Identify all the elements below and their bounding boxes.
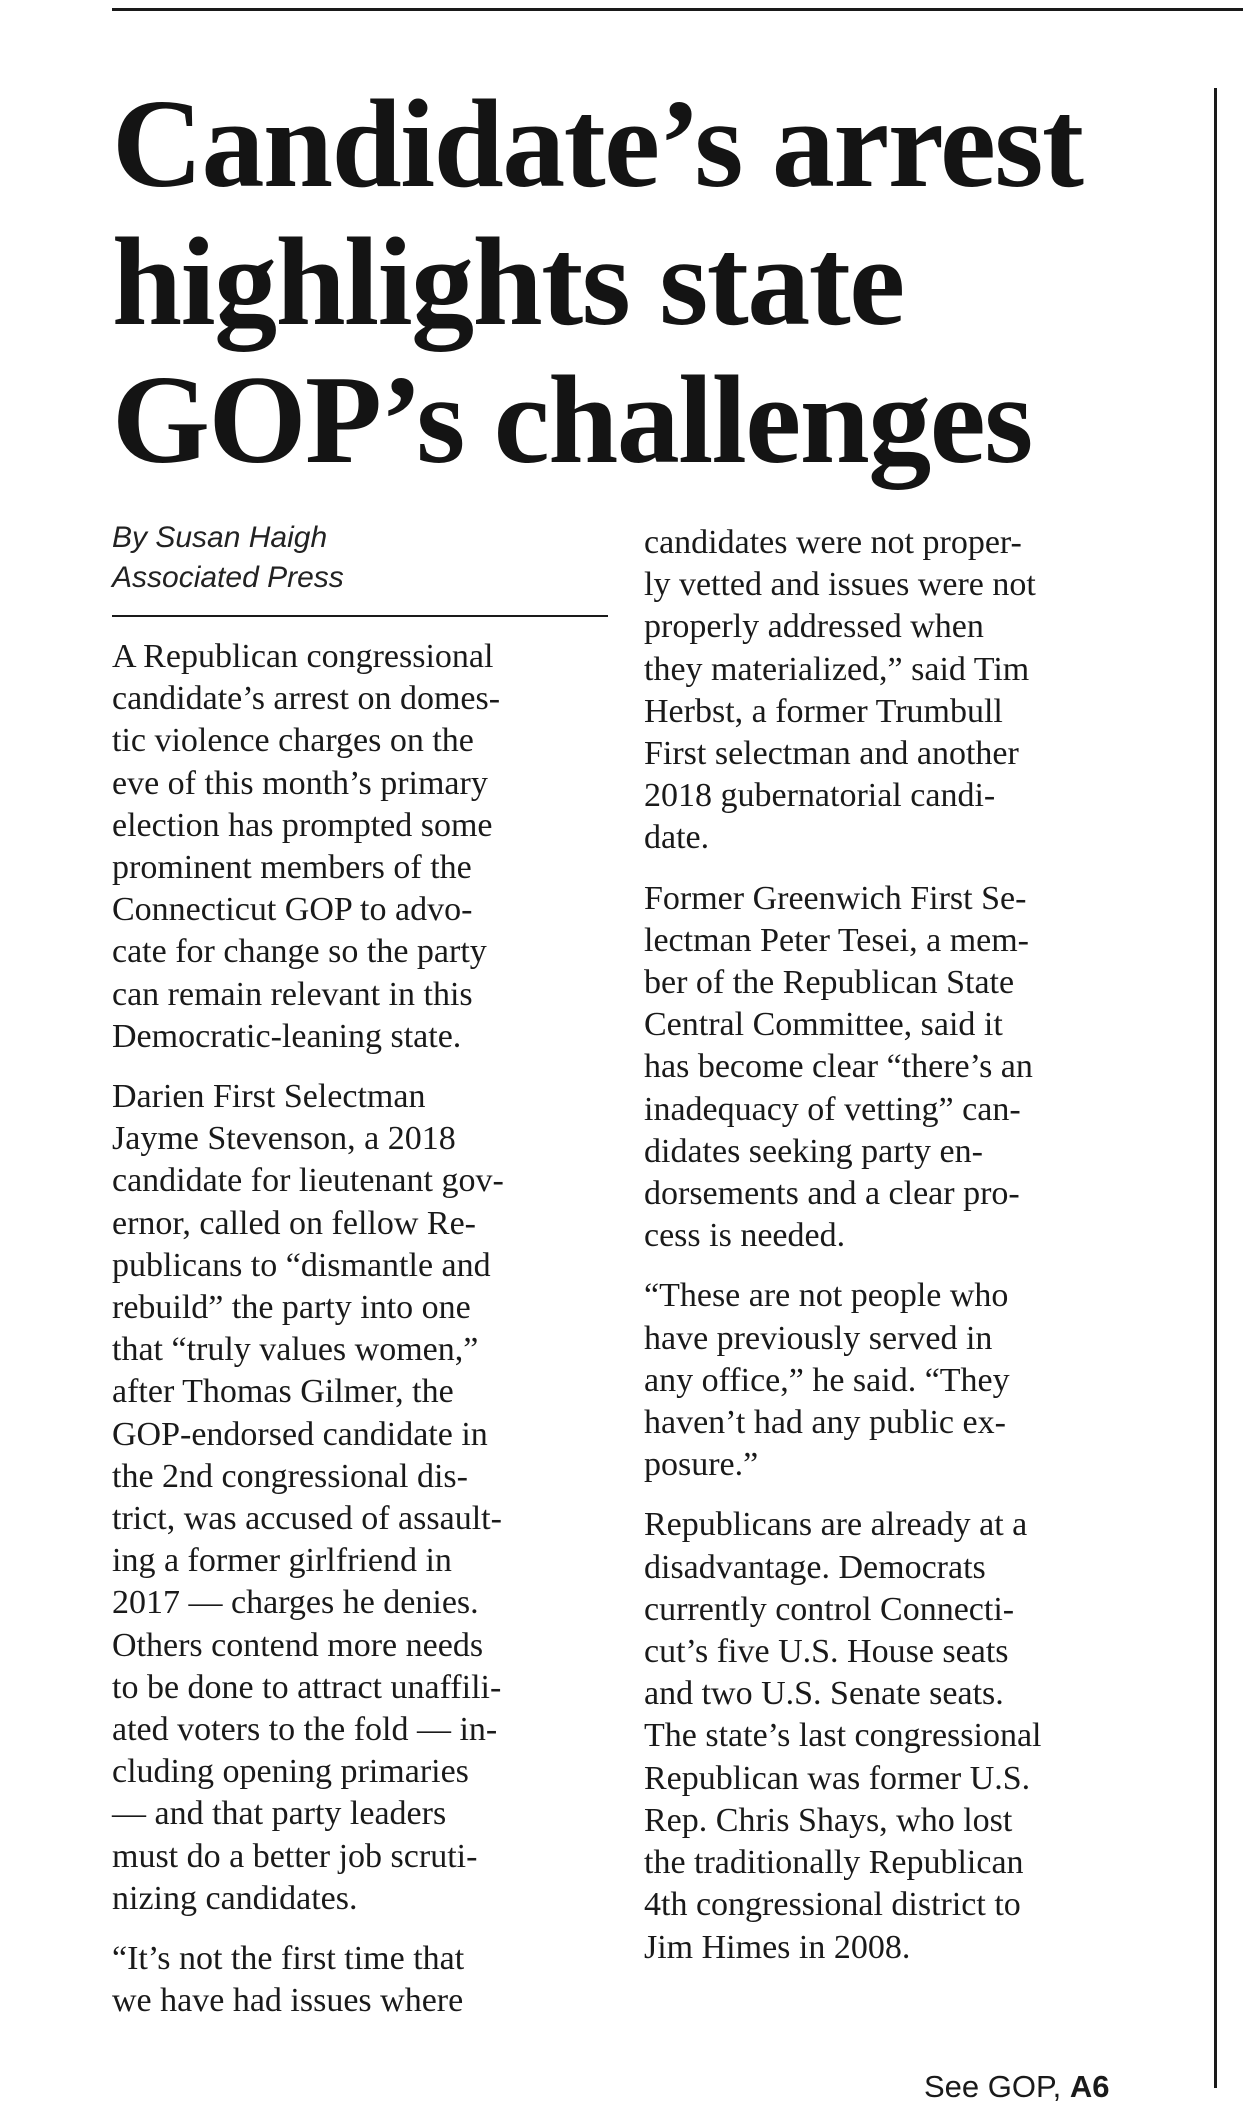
article-text-line: and two U.S. Senate seats. bbox=[644, 1675, 1004, 1713]
byline-rule bbox=[112, 615, 608, 617]
article-text-line: Republican was former U.S. bbox=[644, 1759, 1031, 1797]
article-paragraph bbox=[112, 636, 612, 1058]
article-text-line: ly vetted and issues were not bbox=[644, 566, 1036, 604]
article-text-line: properly addressed when bbox=[644, 608, 984, 646]
article-column-2 bbox=[644, 522, 1144, 1987]
article-text-line: candidates were not proper- bbox=[644, 524, 1022, 561]
article-text-line: Central Committee, said it bbox=[644, 1006, 1003, 1044]
article-text-line: Former Greenwich First Se- bbox=[644, 879, 1027, 917]
article-text-line: GOP-endorsed candidate in bbox=[112, 1415, 488, 1453]
article-text-line: dorsements and a clear pro- bbox=[644, 1175, 1020, 1213]
article-text-line: Jim Himes in 2008. bbox=[644, 1928, 911, 1966]
article-text-line: publicans to “dismantle and bbox=[112, 1246, 491, 1284]
article-text-line: Herbst, a former Trumbull bbox=[644, 692, 1003, 730]
article-text-line: Republicans are already at a bbox=[644, 1506, 1028, 1544]
continued-jump-line bbox=[924, 2070, 1110, 2104]
jump-label: See GOP, bbox=[924, 2069, 1070, 2104]
article-text-line: they materialized,” said Tim bbox=[644, 650, 1030, 688]
article-text-line: “It’s not the first time that bbox=[112, 1940, 465, 1978]
top-rule bbox=[112, 8, 1243, 11]
article-text-line: nizing candidates. bbox=[112, 1879, 358, 1917]
article-text-line: can remain relevant in this bbox=[112, 975, 473, 1013]
article-text-line: Rep. Chris Shays, who lost bbox=[644, 1801, 1013, 1839]
article-text-line: the traditionally Republican bbox=[644, 1844, 1024, 1882]
article-text-line: have previously served in bbox=[644, 1319, 993, 1357]
article-text-line: cess is needed. bbox=[644, 1217, 846, 1255]
article-text-line: Darien First Selectman bbox=[112, 1078, 426, 1116]
article-text-line: didates seeking party en- bbox=[644, 1132, 983, 1170]
article-paragraph bbox=[112, 1938, 612, 2022]
article-text-line: The state’s last congressional bbox=[644, 1717, 1042, 1755]
article-text-line: 4th congressional district to bbox=[644, 1886, 1021, 1924]
article-text-line: “These are not people who bbox=[644, 1277, 1009, 1315]
article-paragraph bbox=[644, 522, 1144, 860]
article-text-line: cate for change so the party bbox=[112, 933, 487, 971]
article-text-line: we have had issues where bbox=[112, 1982, 464, 2020]
article-text-line: cut’s five U.S. House seats bbox=[644, 1633, 1009, 1671]
article-text-line: date. bbox=[644, 819, 710, 857]
article-text-line: ated voters to the fold — in- bbox=[112, 1711, 498, 1749]
article-text-line: that “truly values women,” bbox=[112, 1331, 479, 1369]
headline-line: Candidate’s arrest bbox=[112, 75, 1083, 214]
article-text-line: disadvantage. Democrats bbox=[644, 1548, 986, 1586]
byline bbox=[112, 518, 608, 598]
article-column-1 bbox=[112, 636, 612, 2041]
byline-organization: Associated Press bbox=[112, 561, 344, 594]
article-text-line: 2018 gubernatorial candi- bbox=[644, 777, 996, 815]
article-text-line: after Thomas Gilmer, the bbox=[112, 1373, 454, 1411]
article-text-line: haven’t had any public ex- bbox=[644, 1404, 1006, 1442]
article-text-line: posure.” bbox=[644, 1446, 759, 1484]
byline-author: By Susan Haigh bbox=[112, 521, 328, 554]
article-text-line: rebuild” the party into one bbox=[112, 1289, 471, 1327]
article-text-line: to be done to attract unaffili- bbox=[112, 1668, 502, 1706]
article-paragraph bbox=[644, 878, 1144, 1258]
article-text-line: Democratic-leaning state. bbox=[112, 1017, 462, 1055]
article-text-line: must do a better job scruti- bbox=[112, 1837, 478, 1875]
article-text-line: Jayme Stevenson, a 2018 bbox=[112, 1120, 456, 1158]
article-text-line: tic violence charges on the bbox=[112, 722, 474, 760]
article-text-line: ing a former girlfriend in bbox=[112, 1542, 452, 1580]
article-text-line: any office,” he said. “They bbox=[644, 1361, 1010, 1399]
article-text-line: First selectman and another bbox=[644, 735, 1019, 773]
article-text-line: ernor, called on fellow Re- bbox=[112, 1204, 476, 1242]
column-rule-right bbox=[1214, 88, 1217, 2088]
article-text-line: prominent members of the bbox=[112, 849, 472, 887]
article-paragraph bbox=[644, 1504, 1144, 1968]
article-text-line: candidate for lieutenant gov- bbox=[112, 1162, 504, 1200]
jump-page-reference: A6 bbox=[1069, 2069, 1110, 2104]
article-text-line: trict, was accused of assault- bbox=[112, 1500, 502, 1538]
article-paragraph bbox=[112, 1076, 612, 1920]
article-text-line: the 2nd congressional dis- bbox=[112, 1457, 468, 1495]
article-text-line: election has prompted some bbox=[112, 806, 493, 844]
headline bbox=[112, 76, 1202, 490]
article-text-line: inadequacy of vetting” can- bbox=[644, 1090, 1021, 1128]
article-text-line: Connecticut GOP to advo- bbox=[112, 891, 473, 929]
article-text-line: ber of the Republican State bbox=[644, 964, 1015, 1002]
article-text-line: — and that party leaders bbox=[112, 1795, 447, 1833]
article-text-line: currently control Connecti- bbox=[644, 1590, 1015, 1628]
article-text-line: candidate’s arrest on domes- bbox=[112, 680, 501, 718]
headline-line: GOP’s challenges bbox=[112, 351, 1032, 490]
article-text-line: eve of this month’s primary bbox=[112, 764, 488, 802]
article-text-line: cluding opening primaries bbox=[112, 1753, 469, 1791]
article-text-line: has become clear “there’s an bbox=[644, 1048, 1033, 1086]
article-text-line: Others contend more needs bbox=[112, 1626, 484, 1664]
article-text-line: lectman Peter Tesei, a mem- bbox=[644, 921, 1030, 959]
headline-line: highlights state bbox=[112, 213, 904, 352]
article-text-line: A Republican congressional bbox=[112, 638, 494, 675]
article-paragraph bbox=[644, 1275, 1144, 1486]
article-text-line: 2017 — charges he denies. bbox=[112, 1584, 479, 1622]
